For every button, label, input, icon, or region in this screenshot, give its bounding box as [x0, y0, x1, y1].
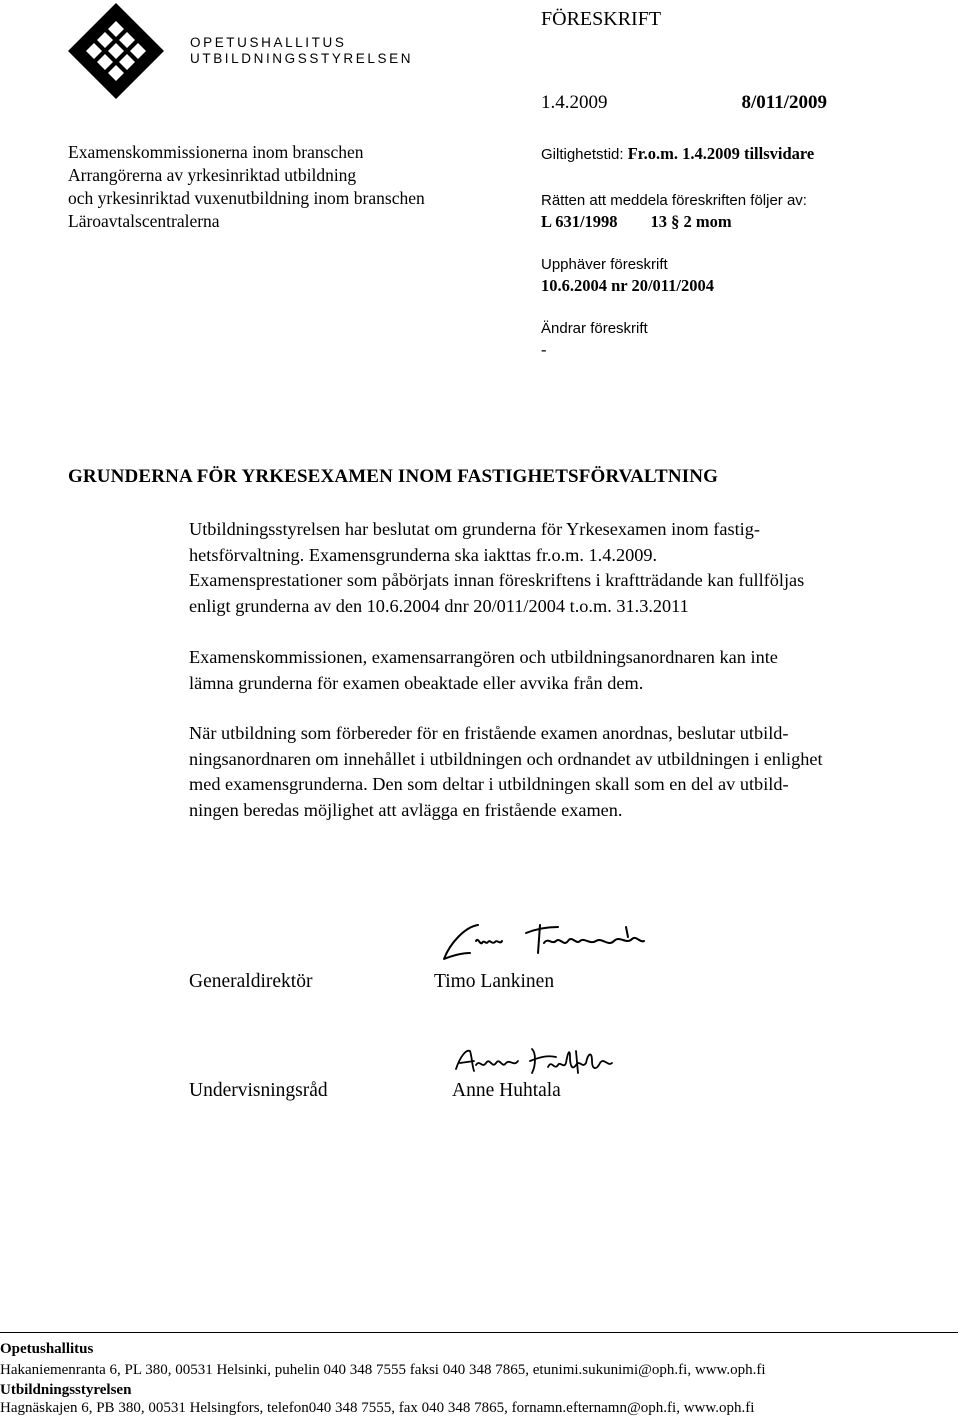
recipient-line: och yrkesinriktad vuxenutbildning inom branschen	[68, 188, 425, 208]
body-paragraph-3	[189, 721, 934, 823]
footer-address-swedish: Hagnäskajen 6, PB 380, 00531 Helsingfors, telefon040 348 7555, fax 040 348 7865, fornamn.efternamn@oph.fi, www.oph.fi	[0, 1400, 755, 1416]
recipient-line: Arrangörerna av yrkesinriktad utbildning	[68, 165, 357, 185]
opetushallitus-logo	[68, 3, 164, 99]
footer-org-finnish: Opetushallitus	[0, 1341, 94, 1357]
recipient-line: Examenskommissionerna inom branschen	[68, 142, 364, 162]
signatory-name: Anne Huhtala	[452, 1080, 561, 1101]
org-name-finnish: OPETUSHALLITUS	[190, 35, 347, 50]
document-title: GRUNDERNA FÖR YRKESEXAMEN INOM FASTIGHETSFÖRVALTNING	[68, 466, 719, 487]
text-line: ningen beredas möjlighet att avlägga en fristående examen.	[189, 799, 623, 820]
recipient-line: Läroavtalscentralerna	[68, 211, 220, 231]
validity	[541, 144, 814, 164]
amends-value: -	[541, 340, 547, 359]
authority-value: L 631/1998 13 § 2 mom	[541, 212, 732, 231]
dateline	[541, 92, 827, 114]
footer-divider	[0, 1332, 958, 1333]
body-paragraph-1	[189, 517, 934, 619]
footer-org-swedish: Utbildningsstyrelsen	[0, 1382, 132, 1398]
authority-label: Rätten att meddela föreskriften följer av:	[541, 192, 807, 209]
text-line: Utbildningsstyrelsen har beslutat om grunderna för Yrkesexamen inom fastig-	[189, 519, 760, 539]
text-line: med examensgrunderna. Den som deltar i utbildningen skall som en del av utbild-	[189, 774, 789, 795]
document-date: 1.4.2009	[541, 92, 608, 113]
signature-anne-huhtala	[452, 1043, 622, 1079]
text-line: Examensprestationer som påbörjats innan föreskriftens i kraftträdande kan fullföljas	[189, 570, 805, 591]
text-line: lämna grunderna för examen obeaktade eller avvika från dem.	[189, 672, 644, 693]
signatory-title: Undervisningsråd	[189, 1080, 328, 1101]
body-paragraph-2	[189, 645, 934, 696]
repeals-value: 10.6.2004 nr 20/011/2004	[541, 276, 714, 295]
validity-label: Giltighetstid:	[541, 146, 628, 163]
repeals-label: Upphäver föreskrift	[541, 256, 668, 273]
footer-address-finnish: Hakaniemenranta 6, PL 380, 00531 Helsinki, puhelin 040 348 7555 faksi 040 348 7865, etunimi.sukunimi@oph.fi, www.oph.fi	[0, 1362, 766, 1378]
signature-timo-lankinen	[440, 915, 650, 965]
amends-label: Ändrar föreskrift	[541, 320, 648, 337]
text-line: ningsanordnaren om innehållet i utbildningen och ordnandet av utbildningen i enlighet	[189, 748, 823, 769]
text-line: hetsförvaltning. Examensgrunderna ska iakttas fr.o.m. 1.4.2009.	[189, 544, 658, 565]
validity-value: Fr.o.m. 1.4.2009 tillsvidare	[627, 144, 815, 163]
registration-number: 8/011/2009	[741, 92, 827, 113]
org-name-swedish: UTBILDNINGSSTYRELSEN	[190, 51, 414, 66]
signatory-name: Timo Lankinen	[434, 971, 555, 992]
text-line: Examenskommissionen, examensarrangören och utbildningsanordnaren kan inte	[189, 647, 778, 667]
signatory-title: Generaldirektör	[189, 971, 313, 992]
text-line: enligt grunderna av den 10.6.2004 dnr 20/011/2004 t.o.m. 31.3.2011	[189, 595, 689, 616]
document-type: FÖRESKRIFT	[541, 8, 662, 30]
text-line: När utbildning som förbereder för en fristående examen anordnas, beslutar utbild-	[189, 723, 789, 743]
